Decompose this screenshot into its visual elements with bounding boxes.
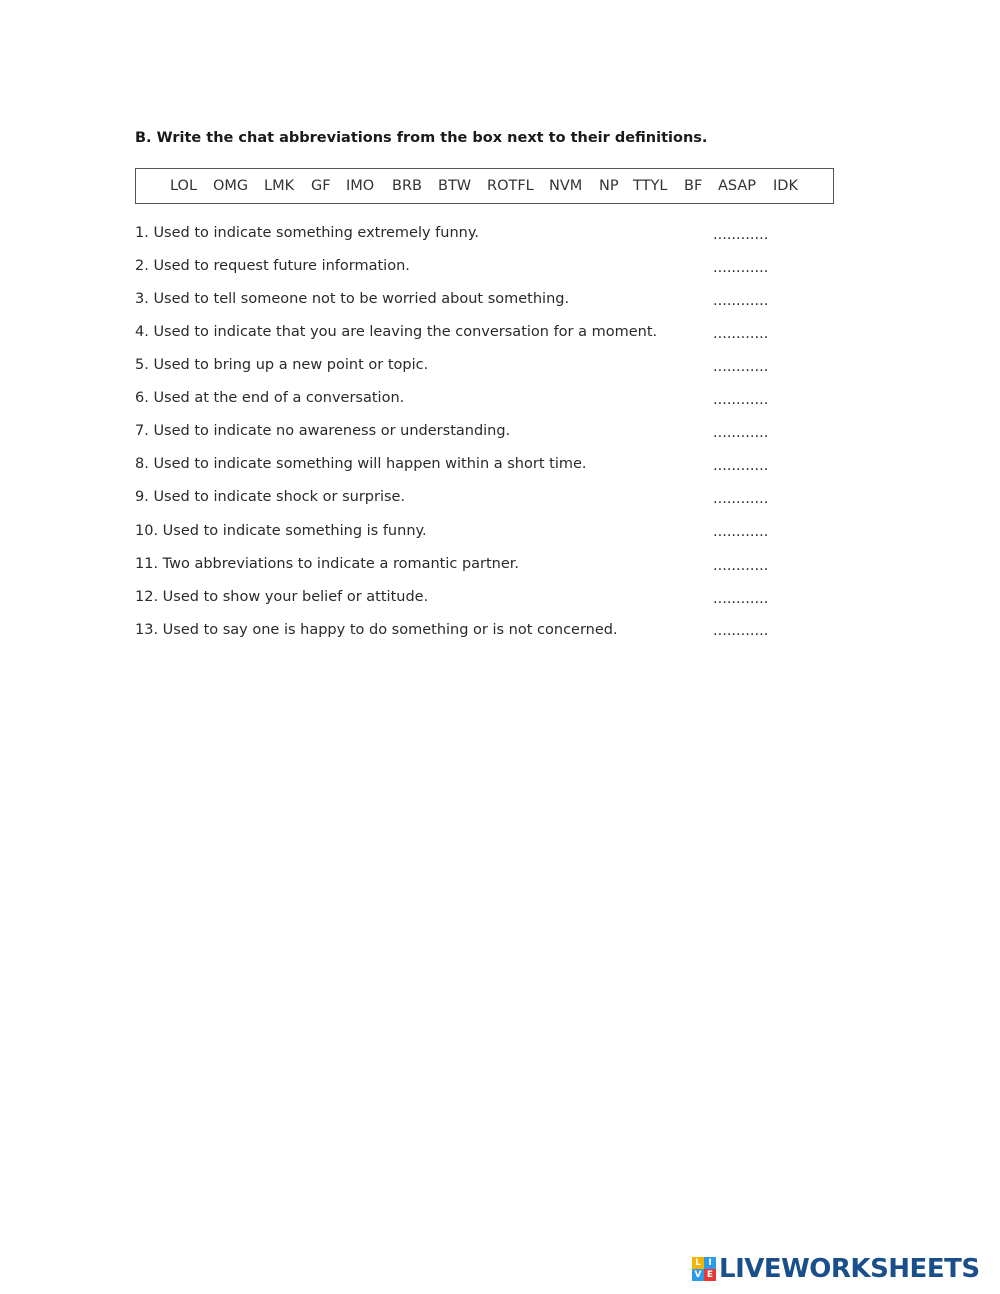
word-box-item: IMO bbox=[346, 178, 375, 194]
logo-mark-tile: V bbox=[692, 1269, 704, 1281]
question-text: 6. Used at the end of a conversation. bbox=[135, 390, 405, 406]
word-box-item: LOL bbox=[170, 178, 198, 194]
word-box-item: GF bbox=[311, 178, 331, 194]
question-text: 7. Used to indicate no awareness or understanding. bbox=[135, 423, 511, 439]
word-box bbox=[135, 168, 834, 204]
word-box-item: BRB bbox=[392, 178, 422, 194]
answer-blank[interactable]: ............ bbox=[713, 359, 769, 375]
question-text: 13. Used to say one is happy to do something or is not concerned. bbox=[135, 622, 618, 638]
answer-blank[interactable]: ............ bbox=[713, 425, 769, 441]
answer-blank[interactable]: ............ bbox=[713, 392, 769, 408]
question-text: 10. Used to indicate something is funny. bbox=[135, 523, 427, 539]
question-text: 12. Used to show your belief or attitude. bbox=[135, 589, 429, 605]
question-text: 11. Two abbreviations to indicate a romantic partner. bbox=[135, 556, 520, 572]
logo-mark-tile: E bbox=[704, 1269, 716, 1281]
answer-blank[interactable]: ............ bbox=[713, 458, 769, 474]
word-box-item: IDK bbox=[773, 178, 798, 194]
word-box-item: LMK bbox=[264, 178, 295, 194]
question-text: 9. Used to indicate shock or surprise. bbox=[135, 489, 406, 505]
answer-blank[interactable]: ............ bbox=[713, 524, 769, 540]
answer-blank[interactable]: ............ bbox=[713, 623, 769, 639]
question-text: 2. Used to request future information. bbox=[135, 258, 410, 274]
word-box-item: TTYL bbox=[633, 178, 668, 194]
question-text: 4. Used to indicate that you are leaving the conversation for a moment. bbox=[135, 324, 658, 340]
word-box-item: BF bbox=[684, 178, 703, 194]
answer-blank[interactable]: ............ bbox=[713, 227, 769, 243]
liveworksheets-logo-text: LIVEWORKSHEETS bbox=[719, 1254, 980, 1284]
question-text: 5. Used to bring up a new point or topic. bbox=[135, 357, 429, 373]
answer-blank[interactable]: ............ bbox=[713, 558, 769, 574]
word-box-item: NVM bbox=[549, 178, 583, 194]
word-box-item: OMG bbox=[213, 178, 249, 194]
word-box-item: BTW bbox=[438, 178, 472, 194]
question-text: 8. Used to indicate something will happen within a short time. bbox=[135, 456, 587, 472]
instruction-heading: B. Write the chat abbreviations from the box next to their definitions. bbox=[135, 130, 708, 146]
answer-blank[interactable]: ............ bbox=[713, 591, 769, 607]
question-text: 1. Used to indicate something extremely funny. bbox=[135, 225, 479, 241]
word-box-item: NP bbox=[599, 178, 619, 194]
liveworksheets-logo bbox=[692, 1253, 980, 1285]
answer-blank[interactable]: ............ bbox=[713, 260, 769, 276]
word-box-item: ASAP bbox=[718, 178, 757, 194]
logo-mark-tile: L bbox=[692, 1257, 704, 1269]
logo-mark-tile: I bbox=[704, 1257, 716, 1269]
answer-blank[interactable]: ............ bbox=[713, 326, 769, 342]
word-box-item: ROTFL bbox=[487, 178, 534, 194]
liveworksheets-logo-mark bbox=[692, 1257, 716, 1281]
question-text: 3. Used to tell someone not to be worried about something. bbox=[135, 291, 570, 307]
answer-blank[interactable]: ............ bbox=[713, 293, 769, 309]
answer-blank[interactable]: ............ bbox=[713, 491, 769, 507]
